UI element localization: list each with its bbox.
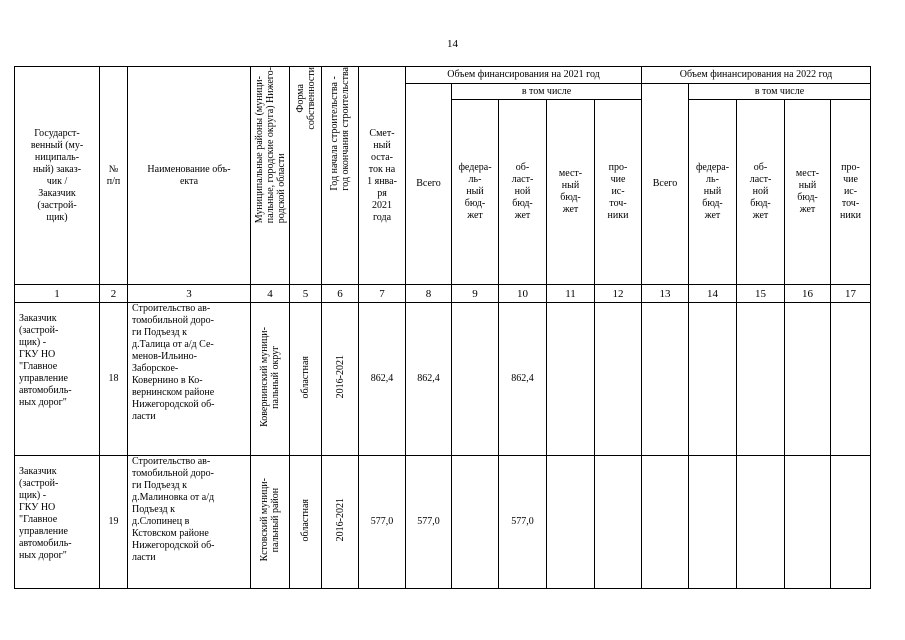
row-balance: 577,0: [359, 456, 406, 589]
row-other-2021: [595, 456, 642, 589]
header-other-2022: про- чие ис- точ- ники: [831, 100, 871, 285]
col-num: 14: [689, 285, 737, 303]
col-num: 5: [290, 285, 322, 303]
column-numbers-row: [15, 285, 871, 303]
header-fin-2021: Объем финансирования на 2021 год: [406, 67, 642, 84]
header-federal-2022: федера- ль- ный бюд- жет: [689, 100, 737, 285]
row-total-2021: 862,4: [406, 303, 452, 456]
col-num: 17: [831, 285, 871, 303]
header-other-2021: про- чие ис- точ- ники: [595, 100, 642, 285]
row-district-text: Ковернинский муници- пальный округ: [259, 327, 281, 427]
row-years-text: 2016-2021: [334, 498, 346, 542]
header-including-2022: в том числе: [689, 84, 871, 100]
header-balance: Смет- ный оста- ток на 1 янва- ря 2021 года: [359, 67, 406, 285]
header-district: [251, 67, 290, 285]
header-ownership: [290, 67, 322, 285]
col-num: 1: [15, 285, 100, 303]
col-num: 15: [737, 285, 785, 303]
header-name: Наименование объ- екта: [128, 67, 251, 285]
row-other-2022: [831, 456, 871, 589]
row-regional-2021: 577,0: [499, 456, 547, 589]
header-total-2021: Всего: [406, 84, 452, 285]
row-customer: Заказчик (застрой- щик) - ГКУ НО "Главное управление автомобиль- ных дорог": [15, 456, 100, 589]
header-local-2021: мест- ный бюд- жет: [547, 100, 595, 285]
col-num: 16: [785, 285, 831, 303]
header-years-text: Год начала строительства - год окончания строительства: [329, 67, 351, 191]
row-ownership: [290, 456, 322, 589]
row-regional-2022: [737, 303, 785, 456]
row-other-2021: [595, 303, 642, 456]
row-federal-2022: [689, 456, 737, 589]
header-district-text: Муниципальные районы (муници- пальные, городские округа) Нижего- родской области: [253, 67, 287, 224]
col-num: 8: [406, 285, 452, 303]
row-num: 18: [100, 303, 128, 456]
header-fin-2022: Объем финансирования на 2022 год: [642, 67, 871, 84]
row-ownership: [290, 303, 322, 456]
row-regional-2021: 862,4: [499, 303, 547, 456]
table-row: [15, 456, 871, 589]
row-years: [322, 456, 359, 589]
col-num: 9: [452, 285, 499, 303]
row-other-2022: [831, 303, 871, 456]
col-num: 2: [100, 285, 128, 303]
row-total-2022: [642, 456, 689, 589]
header-federal-2021: федера- ль- ный бюд- жет: [452, 100, 499, 285]
page-number: 14: [447, 38, 458, 50]
row-years-text: 2016-2021: [334, 355, 346, 399]
header-num: № п/п: [100, 67, 128, 285]
row-object-name: Строительство ав- томобильной доро- ги Подъезд к д.Малиновка от а/д Подъезд к д.Слопинец в Кстовском районе Нижегородской об- ласти: [128, 456, 251, 589]
header-total-2022: Всего: [642, 84, 689, 285]
row-district: [251, 303, 290, 456]
row-local-2021: [547, 456, 595, 589]
col-num: 13: [642, 285, 689, 303]
col-num: 6: [322, 285, 359, 303]
header-regional-2021: об- ласт- ной бюд- жет: [499, 100, 547, 285]
header-ownership-text: Форма собственности: [294, 67, 317, 130]
header-customer: Государст- венный (му- ниципаль- ный) заказ- чик / Заказчик (застрой- щик): [15, 67, 100, 285]
header-local-2022: мест- ный бюд- жет: [785, 100, 831, 285]
row-total-2021: 577,0: [406, 456, 452, 589]
row-ownership-text: областная: [300, 498, 311, 542]
row-local-2022: [785, 456, 831, 589]
col-num: 4: [251, 285, 290, 303]
row-customer: Заказчик (застрой- щик) - ГКУ НО "Главное управление автомобиль- ных дорог": [15, 303, 100, 456]
table-row: [15, 303, 871, 456]
row-regional-2022: [737, 456, 785, 589]
row-local-2021: [547, 303, 595, 456]
col-num: 12: [595, 285, 642, 303]
row-district-text: Кстовский муници- пальный район: [259, 478, 281, 562]
header-regional-2022: об- ласт- ной бюд- жет: [737, 100, 785, 285]
col-num: 7: [359, 285, 406, 303]
row-federal-2022: [689, 303, 737, 456]
header-including-2021: в том числе: [452, 84, 642, 100]
row-total-2022: [642, 303, 689, 456]
row-balance: 862,4: [359, 303, 406, 456]
col-num: 11: [547, 285, 595, 303]
row-district: [251, 456, 290, 589]
row-federal-2021: [452, 303, 499, 456]
row-federal-2021: [452, 456, 499, 589]
header-years: [322, 67, 359, 285]
col-num: 3: [128, 285, 251, 303]
financing-table: [14, 66, 871, 589]
row-num: 19: [100, 456, 128, 589]
row-years: [322, 303, 359, 456]
row-object-name: Строительство ав- томобильной доро- ги Подъезд к д.Талица от а/д Се- менов-Ильино- Заборское- Ковернино в Ко- вернинском районе Нижегородской об- ласти: [128, 303, 251, 456]
row-ownership-text: областная: [300, 355, 311, 399]
col-num: 10: [499, 285, 547, 303]
row-local-2022: [785, 303, 831, 456]
